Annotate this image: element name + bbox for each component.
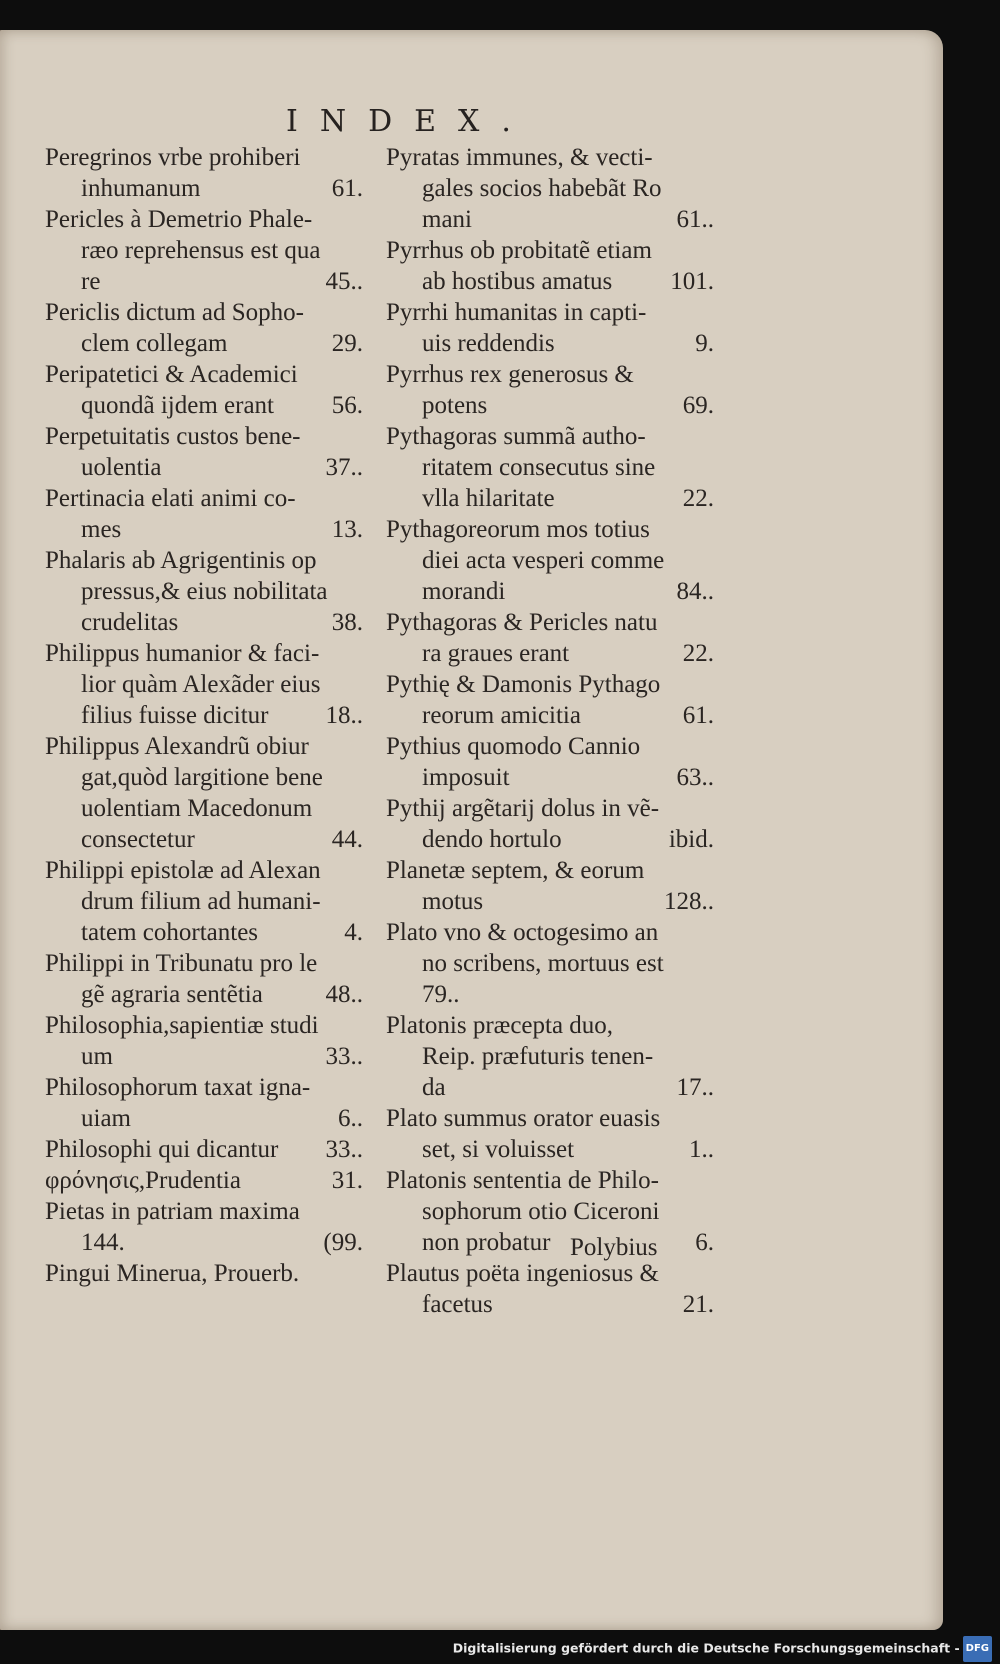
index-entry-line	[45, 452, 363, 483]
entry-text: uis reddendis	[422, 330, 555, 357]
index-entry-line	[386, 359, 716, 390]
index-entry-line	[386, 297, 716, 328]
page-reference: 1..	[689, 1136, 714, 1163]
index-entry-line	[386, 142, 716, 173]
index-entry-line	[386, 948, 716, 979]
index-entry-line	[386, 1196, 716, 1227]
index-entry-line	[386, 204, 716, 235]
entry-text: no scribens, mortuus est	[422, 950, 664, 977]
entry-text: ræo reprehensus est qua	[81, 237, 321, 264]
index-entry-line	[386, 1165, 716, 1196]
entry-text: Pythius quomodo Cannio	[386, 733, 641, 760]
entry-text: clem collegam	[81, 330, 228, 357]
entry-text: Peregrinos vrbe prohiberi	[45, 144, 301, 171]
index-entry-line	[386, 979, 716, 1010]
page-reference: 33..	[325, 1136, 363, 1163]
digitization-credit	[453, 1636, 992, 1660]
entry-text: potens	[422, 392, 488, 419]
index-entry-line	[45, 1196, 363, 1227]
entry-text: non probatur	[422, 1229, 551, 1256]
entry-text: ab hostibus amatus	[422, 268, 613, 295]
entry-text: Pyrrhus rex generosus &	[386, 361, 634, 388]
page-reference: 4.	[344, 919, 363, 946]
page-reference: 63..	[676, 764, 714, 791]
entry-text: Pyratas immunes, & vecti-	[386, 144, 653, 171]
page-reference: 61.	[682, 702, 714, 729]
entry-text: Plautus poëta ingeniosus &	[386, 1260, 659, 1287]
entry-text: Perpetuitatis custos bene-	[45, 423, 301, 450]
entry-text: pressus,& eius nobilitata	[81, 578, 328, 605]
entry-text: Pertinacia elati animi co-	[45, 485, 296, 512]
entry-text: Pyrrhus ob probitatẽ etiam	[386, 237, 652, 264]
index-entry-line	[45, 204, 363, 235]
page-reference: 33..	[325, 1043, 363, 1070]
index-entry-line	[45, 142, 363, 173]
entry-text: um	[81, 1043, 113, 1070]
page-reference: 29.	[331, 330, 363, 357]
entry-text: uiam	[81, 1105, 131, 1132]
entry-text: tatem cohortantes	[81, 919, 259, 946]
dfg-logo: DFG	[963, 1636, 992, 1662]
entry-text: facetus	[422, 1291, 493, 1318]
entry-text: Pythij argẽtarij dolus in vẽ-	[386, 795, 660, 822]
index-column-left	[45, 142, 363, 1289]
entry-text: Planetæ septem, & eorum	[386, 857, 645, 884]
index-entry-line	[386, 173, 716, 204]
index-entry-line	[45, 421, 363, 452]
index-entry-line	[45, 1103, 363, 1134]
index-entry-line	[45, 979, 363, 1010]
entry-text: ritatem consecutus sine	[422, 454, 656, 481]
entry-text: Pythagoreorum mos totius	[386, 516, 650, 543]
index-entry-line	[386, 855, 716, 886]
page-reference: 22.	[682, 640, 714, 667]
index-entry-line	[386, 421, 716, 452]
index-entry-line	[45, 514, 363, 545]
index-entry-line	[45, 886, 363, 917]
entry-text: Peripatetici & Academici	[45, 361, 298, 388]
entry-text: Philosophia,sapientiæ studi	[45, 1012, 319, 1039]
index-entry-line	[386, 235, 716, 266]
index-entry-line	[386, 793, 716, 824]
entry-text: mes	[81, 516, 122, 543]
entry-text: set, si voluisset	[422, 1136, 575, 1163]
index-entry-line	[386, 1010, 716, 1041]
page-reference: 44.	[331, 826, 363, 853]
entry-text: Pericles à Demetrio Phale-	[45, 206, 313, 233]
index-entry-line	[386, 1134, 716, 1165]
index-entry-line	[45, 545, 363, 576]
entry-text: inhumanum	[81, 175, 201, 202]
entry-text: lior quàm Alexãder eius	[81, 671, 321, 698]
index-entry-line	[45, 700, 363, 731]
entry-text: reorum amicitia	[422, 702, 581, 729]
page-reference: 56.	[331, 392, 363, 419]
entry-text: diei acta vesperi comme	[422, 547, 665, 574]
index-entry-line	[45, 266, 363, 297]
entry-text: Pythagoras & Pericles natu	[386, 609, 658, 636]
page-reference: 61..	[676, 206, 714, 233]
index-entry-line	[45, 297, 363, 328]
index-entry-line	[45, 483, 363, 514]
page-reference: 84..	[676, 578, 714, 605]
entry-text: gales socios habebãt Ro	[422, 175, 662, 202]
entry-text: Philosophorum taxat igna-	[45, 1074, 311, 1101]
page-reference: 37..	[325, 454, 363, 481]
index-entry-line	[45, 1134, 363, 1165]
page-reference: 21.	[682, 1291, 714, 1318]
credit-text: Digitalisierung gefördert durch die Deutsche Forschungsgemeinschaft -	[452, 1640, 960, 1656]
entry-text: uolentia	[81, 454, 162, 481]
entry-text: Philippi in Tribunatu pro le	[45, 950, 318, 977]
page-reference: 9.	[695, 330, 714, 357]
entry-text: filius fuisse dicitur	[81, 702, 269, 729]
index-entry-line	[386, 1289, 716, 1320]
index-entry-line	[45, 1010, 363, 1041]
entry-text: drum filium ad humani-	[81, 888, 321, 915]
entry-text: vlla hilaritate	[422, 485, 555, 512]
index-entry-line	[386, 638, 716, 669]
entry-text: morandi	[422, 578, 506, 605]
index-entry-line	[45, 948, 363, 979]
index-entry-line	[386, 917, 716, 948]
entry-text: re	[81, 268, 101, 295]
page-reference: 101.	[670, 268, 714, 295]
index-entry-line	[45, 917, 363, 948]
entry-text: da	[422, 1074, 446, 1101]
entry-text: dendo hortulo	[422, 826, 562, 853]
index-entry-line	[45, 607, 363, 638]
entry-text: 144.	[81, 1229, 125, 1256]
page-reference: ibid.	[668, 826, 714, 853]
index-entry-line	[386, 762, 716, 793]
page-reference: 31.	[331, 1167, 363, 1194]
entry-text: consectetur	[81, 826, 195, 853]
entry-text: Philosophi qui dicantur	[45, 1136, 279, 1163]
index-entry-line	[386, 607, 716, 638]
page-reference: 45..	[325, 268, 363, 295]
entry-text: Pyrrhi humanitas in capti-	[386, 299, 647, 326]
index-entry-line	[386, 483, 716, 514]
entry-text: Plato summus orator euasis	[386, 1105, 661, 1132]
entry-text: Phalaris ab Agrigentinis op	[45, 547, 317, 574]
entry-text: Pingui Minerua, Prouerb.	[45, 1260, 300, 1287]
index-entry-line	[45, 173, 363, 204]
index-entry-line	[45, 824, 363, 855]
entry-text: ra graues erant	[422, 640, 570, 667]
index-entry-line	[386, 390, 716, 421]
page-reference: 17..	[676, 1074, 714, 1101]
entry-text: motus	[422, 888, 484, 915]
index-entry-line	[386, 576, 716, 607]
index-entry-line	[386, 328, 716, 359]
page-reference: 18..	[325, 702, 363, 729]
index-entry-line	[45, 235, 363, 266]
catchword: Polybius	[570, 1234, 658, 1261]
index-entry-line	[386, 266, 716, 297]
index-entry-line	[45, 638, 363, 669]
entry-text: Platonis sententia de Philo-	[386, 1167, 659, 1194]
index-entry-line	[45, 576, 363, 607]
index-entry-line	[386, 1072, 716, 1103]
page-reference: 48..	[325, 981, 363, 1008]
entry-text: Pythagoras summã autho-	[386, 423, 646, 450]
index-entry-line	[45, 1165, 363, 1196]
entry-text: Philippus humanior & faci-	[45, 640, 320, 667]
entry-text: gat,quòd largitione bene	[81, 764, 323, 791]
entry-text: Pythię & Damonis Pythago	[386, 671, 661, 698]
index-entry-line	[45, 359, 363, 390]
page-reference: 61.	[331, 175, 363, 202]
index-column-right	[386, 142, 716, 1320]
entry-text: uolentiam Macedonum	[81, 795, 313, 822]
page-reference: 69.	[682, 392, 714, 419]
page-reference: 22.	[682, 485, 714, 512]
page-reference: 6.	[695, 1229, 714, 1256]
entry-text: Periclis dictum ad Sopho-	[45, 299, 304, 326]
page-reference: 128..	[664, 888, 714, 915]
index-entry-line	[45, 731, 363, 762]
index-entry-line	[45, 328, 363, 359]
index-entry-line	[386, 669, 716, 700]
index-entry-line	[45, 669, 363, 700]
page-reference: (99.	[323, 1229, 363, 1256]
index-entry-line	[45, 1258, 363, 1289]
index-entry-line	[386, 452, 716, 483]
index-entry-line	[386, 731, 716, 762]
entry-text: gẽ agraria sentẽtia	[81, 981, 263, 1008]
page-reference: 13.	[331, 516, 363, 543]
index-entry-line	[45, 855, 363, 886]
index-entry-line	[45, 1072, 363, 1103]
entry-text: Platonis præcepta duo,	[386, 1012, 614, 1039]
index-entry-line	[386, 514, 716, 545]
page-reference: 6..	[338, 1105, 363, 1132]
index-entry-line	[45, 1227, 363, 1258]
page-header: INDEX.	[286, 104, 533, 139]
index-entry-line	[45, 390, 363, 421]
entry-text: Reip. præfuturis tenen-	[422, 1043, 654, 1070]
entry-text: Philippus Alexandrũ obiur	[45, 733, 309, 760]
index-entry-line	[45, 762, 363, 793]
entry-text: φρόνησις,Prudentia	[45, 1167, 241, 1194]
entry-text: crudelitas	[81, 609, 179, 636]
entry-text: imposuit	[422, 764, 510, 791]
index-entry-line	[386, 886, 716, 917]
index-entry-line	[386, 1041, 716, 1072]
index-entry-line	[45, 1041, 363, 1072]
index-entry-line	[386, 824, 716, 855]
index-entry-line	[45, 793, 363, 824]
entry-text: mani	[422, 206, 472, 233]
entry-text: quondã ijdem erant	[81, 392, 274, 419]
entry-text: Philippi epistolæ ad Alexan	[45, 857, 321, 884]
page-reference: 38.	[331, 609, 363, 636]
index-entry-line	[386, 1103, 716, 1134]
index-entry-line	[386, 1258, 716, 1289]
entry-text: Plato vno & octogesimo an	[386, 919, 659, 946]
index-entry-line	[386, 700, 716, 731]
index-entry-line	[386, 1227, 716, 1258]
index-entry-line	[386, 545, 716, 576]
entry-text: Pietas in patriam maxima	[45, 1198, 300, 1225]
entry-text: 79..	[422, 981, 460, 1008]
entry-text: sophorum otio Ciceroni	[422, 1198, 660, 1225]
